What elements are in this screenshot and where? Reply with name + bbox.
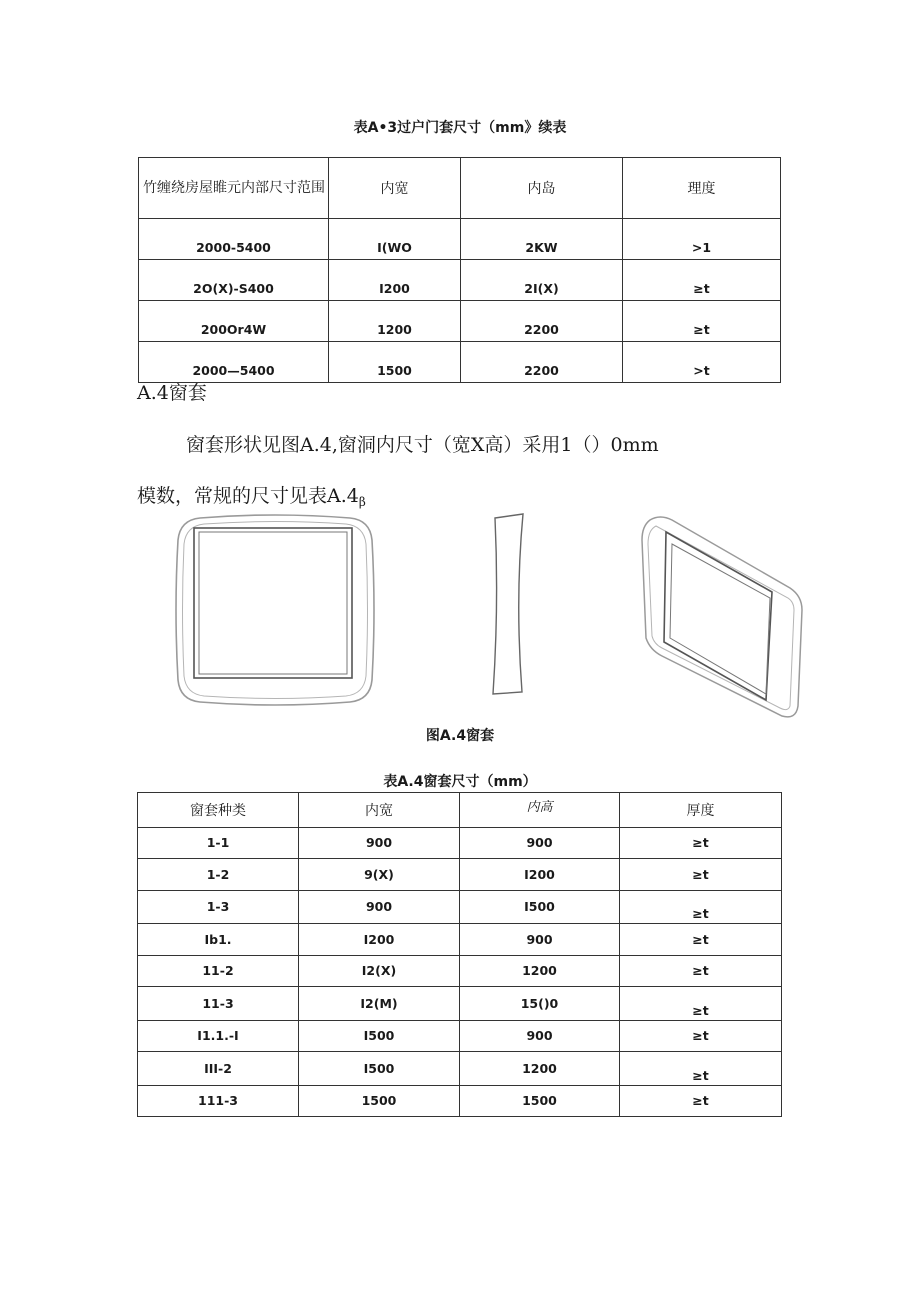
header-inner-height: 内岛 <box>461 158 623 219</box>
figure-caption: 图A.4窗套 <box>425 728 495 744</box>
table-row <box>139 301 781 342</box>
window-frame-perspective-drawing <box>630 510 810 725</box>
table-row <box>138 1085 782 1117</box>
cell: III-2 <box>138 1052 299 1086</box>
table-row <box>138 924 782 956</box>
cell: ≥t <box>620 859 782 891</box>
cell: 15()0 <box>460 987 620 1021</box>
cell: 2O(X)-S400 <box>139 260 329 301</box>
cell: 1500 <box>329 342 461 383</box>
cell: I(WO <box>329 219 461 260</box>
cell: ≥t <box>620 1085 782 1117</box>
cell: 9(X) <box>299 859 460 891</box>
cell: 1200 <box>460 1052 620 1086</box>
cell: I500 <box>299 1020 460 1052</box>
table-row <box>138 859 782 891</box>
header-inner-height: 内高 <box>460 793 620 828</box>
cell: ≥t <box>623 301 781 342</box>
cell: 2000—5400 <box>139 342 329 383</box>
cell: ≥t <box>620 987 782 1021</box>
cell: 1200 <box>460 955 620 987</box>
cell: 900 <box>460 1020 620 1052</box>
table-row <box>139 342 781 383</box>
header-inner-width: 内宽 <box>299 793 460 828</box>
cell: 11-3 <box>138 987 299 1021</box>
cell: 900 <box>460 827 620 859</box>
cell: I1.1.-I <box>138 1020 299 1052</box>
cell: I500 <box>299 1052 460 1086</box>
window-frame-side-drawing <box>485 510 535 700</box>
table-a3-caption: 表A•3过户门套尺寸（mm》续表 <box>353 120 567 136</box>
table-header-row <box>139 158 781 219</box>
cell: ≥t <box>620 955 782 987</box>
cell: ≥t <box>620 827 782 859</box>
cell: 111-3 <box>138 1085 299 1117</box>
cell: >t <box>623 342 781 383</box>
cell: 2KW <box>461 219 623 260</box>
cell: I500 <box>460 890 620 924</box>
cell: ≥t <box>623 260 781 301</box>
cell: 900 <box>299 890 460 924</box>
cell: 11-2 <box>138 955 299 987</box>
table-row <box>139 219 781 260</box>
cell: 1-3 <box>138 890 299 924</box>
paragraph-line-1: 窗套形状见图A.4,窗洞内尺寸（宽X高）采用1（）0mm <box>186 434 659 456</box>
cell: 1200 <box>329 301 461 342</box>
table-row <box>138 987 782 1021</box>
cell: 2I(X) <box>461 260 623 301</box>
cell: 200Or4W <box>139 301 329 342</box>
cell: I2(M) <box>299 987 460 1021</box>
table-header-row <box>138 793 782 828</box>
table-row <box>138 1052 782 1086</box>
table-row <box>139 260 781 301</box>
table-a4 <box>137 792 782 1117</box>
table-row <box>138 890 782 924</box>
cell: 2200 <box>461 342 623 383</box>
cell: ≥t <box>620 1020 782 1052</box>
cell: 900 <box>299 827 460 859</box>
section-heading: A.4窗套 <box>137 382 207 404</box>
cell: I200 <box>460 859 620 891</box>
cell: ≥t <box>620 1052 782 1086</box>
header-type: 窗套种类 <box>138 793 299 828</box>
paragraph-line-2 <box>137 481 366 509</box>
cell: 1-1 <box>138 827 299 859</box>
cell: 2000-5400 <box>139 219 329 260</box>
cell: I200 <box>299 924 460 956</box>
header-thickness: 理度 <box>623 158 781 219</box>
table-row <box>138 1020 782 1052</box>
cell: 1500 <box>460 1085 620 1117</box>
table-row <box>138 955 782 987</box>
header-range: 竹缠绕房屋睢元内部尺寸范围 <box>139 158 329 219</box>
paragraph-line-2-text: 模数，常规的尺寸见表A.4 <box>137 485 359 507</box>
table-a3 <box>138 157 781 383</box>
header-thickness: 厚度 <box>620 793 782 828</box>
cell: 1500 <box>299 1085 460 1117</box>
cell: 900 <box>460 924 620 956</box>
cell: >1 <box>623 219 781 260</box>
cell: ≥t <box>620 924 782 956</box>
table-a4-caption: 表A.4窗套尺寸（mm） <box>383 774 537 790</box>
paragraph-line-2-sub: β <box>358 495 366 509</box>
table-row <box>138 827 782 859</box>
cell: I200 <box>329 260 461 301</box>
cell: 1-2 <box>138 859 299 891</box>
window-frame-front-drawing <box>170 510 380 710</box>
cell: ≥t <box>620 890 782 924</box>
cell: 2200 <box>461 301 623 342</box>
cell: I2(X) <box>299 955 460 987</box>
cell: Ib1. <box>138 924 299 956</box>
header-inner-width: 内宽 <box>329 158 461 219</box>
